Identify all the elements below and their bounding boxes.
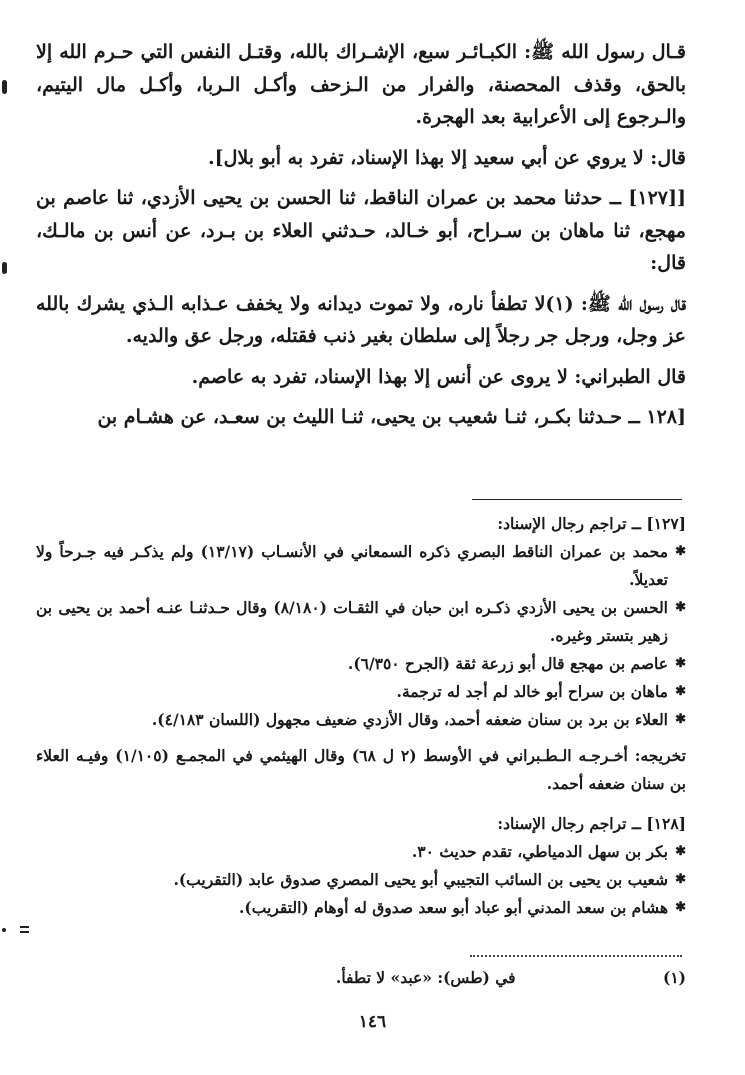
narrator-note xyxy=(36,678,686,706)
narrator-note-text: بكر بن سهل الدمياطي، تقدم حديث ٣٠. xyxy=(411,842,668,861)
scan-mark-dash-1 xyxy=(20,926,29,928)
narrator-note-text: عاصم بن مهجع قال أبو زرعة ثقة (الجرح ٦/٣٥٠). xyxy=(347,654,668,673)
paragraph-hadith-127-isnad: [[١٢٧] ــ حدثنا محمد بن عمران الناقط، ثنا الحسن بن يحيى الأزدي، ثنا عاصم بن مهجع، ثنا ماهان بن سـراح، أبو خـالد، حـدثني العلاء بن بـرد، عن أنس بن مالـك، قال: xyxy=(36,187,686,274)
page-number: ١٤٦ xyxy=(358,1012,387,1032)
notes-127-header: [١٢٧] ــ تراجم رجال الإسناد: xyxy=(497,514,686,533)
narrator-note-text: شعيب بن يحيى بن السائب التجيبي أبو يحيى المصري صدوق عابد (التقريب). xyxy=(173,870,668,889)
bullet-icon: ✱ xyxy=(675,656,686,671)
narrator-note xyxy=(36,650,686,678)
bullet-icon: ✱ xyxy=(675,712,686,727)
narrator-note xyxy=(36,838,686,866)
paragraph-tafarrud-abu-bilal: قال: لا يروي عن أبي سعيد إلا بهذا الإسناد، تفرد به أبو بلال]. xyxy=(207,146,686,169)
narrator-note xyxy=(36,866,686,894)
narrator-note xyxy=(36,706,686,734)
scan-mark-bottom xyxy=(2,928,6,932)
narrator-note-text: ماهان بن سراح أبو خالد لم أجد له ترجمة. xyxy=(396,682,668,701)
bullet-icon: ✱ xyxy=(675,844,686,859)
narrator-note-text: الحسن بن يحيى الأزدي ذكـره ابن حبان في الثقـات (٨/١٨٠) وقال حـدثنـا عنـه أحمد بن يحيى بن زهير بتستر وغيره. xyxy=(36,598,668,645)
scan-mark-dash-2 xyxy=(20,931,29,933)
bullet-icon: ✱ xyxy=(675,900,686,915)
scan-mark-top xyxy=(2,80,7,94)
paragraph-kabair: قـال رسول الله ﷺ: الكبـائـر سبع، الإشـراك بالله، وقتـل النفس التي حـرم الله إلا بالحق، وقذف المحصنة، والفرار من الـزحف وأكـل الـربا، وأكـل مال اليتيم، والـرجوع إلى الأعرابية بعد الهجرة. xyxy=(36,41,686,128)
commentary-notes xyxy=(36,510,686,922)
narrator-note xyxy=(36,894,686,922)
footnote-dotted-divider xyxy=(470,955,682,957)
footnote-divider xyxy=(472,499,682,500)
footnote-text: في (طس): «عبد» لا تطفأ. xyxy=(335,968,516,987)
narrator-note-text: محمد بن عمران الناقط البصري ذكره السمعاني في الأنسـاب (١٣/١٧) ولم يذكـر فيه جـرحاً ولا تعديلاً. xyxy=(36,542,668,589)
paragraph-hadith-127-matn: قال رسول الله ﷺ: (١)لا تطفأ ناره، ولا تموت ديدانه ولا يخفف عـذابه الـذي يشرك بالله عز وجل، ورجل جر رجلاً إلى سلطان بغير ذنب فقتله، ورجل عق والديه. xyxy=(36,292,686,347)
scan-mark-middle xyxy=(2,262,7,274)
notes-128-header: [١٢٨] ــ تراجم رجال الإسناد: xyxy=(497,814,686,833)
narrator-note-text: العلاء بن برد بن سنان ضعفه أحمد، وقال الأزدي ضعيف مجهول (اللسان ٤/١٨٣). xyxy=(151,710,668,729)
takhrij-127: تخريجه: أخـرجـه الـطـبراني في الأوسط (٢ ل ٦٨) وقال الهيثمي في المجمـع (١/١٠٥) وفيـه العلاء بن سنان ضعفه أحمد. xyxy=(36,746,686,793)
narrator-note-text: هشام بن سعد المدني أبو عباد أبو سعد صدوق له أوهام (التقريب). xyxy=(239,898,668,917)
main-text xyxy=(36,36,686,440)
footnote-1 xyxy=(36,964,686,992)
narrator-note xyxy=(36,538,686,594)
paragraph-tabarani-comment: قال الطبراني: لا يروى عن أنس إلا بهذا الإسناد، تفرد به عاصم. xyxy=(191,365,686,388)
footnote-number: (١) xyxy=(662,968,686,987)
bullet-icon: ✱ xyxy=(675,684,686,699)
narrator-note xyxy=(36,594,686,650)
bullet-icon: ✱ xyxy=(675,872,686,887)
bullet-icon: ✱ xyxy=(675,544,686,559)
bullet-icon: ✱ xyxy=(675,600,686,615)
paragraph-hadith-128-isnad: [١٢٨ ــ حـدثنا بكـر، ثنـا شعيب بن يحيى، ثنـا الليث بن سعـد، عن هشـام بن xyxy=(97,406,686,428)
